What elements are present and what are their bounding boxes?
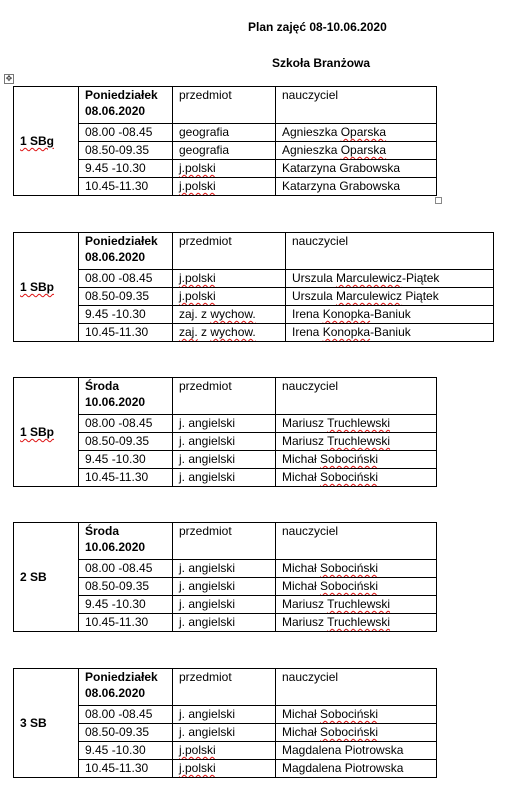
day-date-header: Środa 10.06.2020	[79, 378, 173, 415]
page-subtitle: Szkoła Branżowa	[272, 56, 371, 70]
table-header-row	[14, 233, 494, 270]
teacher-cell: Katarzyna Grabowska	[276, 178, 437, 196]
teacher-cell: Michał Sobociński	[276, 706, 437, 724]
subject-header: przedmiot	[173, 87, 276, 124]
schedule-table-1sbp-monday	[13, 232, 494, 342]
resize-handle-icon[interactable]	[435, 197, 442, 204]
subject-cell: j.polski	[173, 270, 286, 288]
subject-cell: zaj. z wychow.	[173, 306, 286, 324]
teacher-cell: Agnieszka Oparska	[276, 142, 437, 160]
schedule-table-1sbg	[13, 86, 437, 196]
subject-cell: j. angielski	[173, 415, 276, 433]
time-cell: 9.45 -10.30	[79, 160, 173, 178]
teacher-cell: Michał Sobociński	[276, 451, 437, 469]
subject-header: przedmiot	[173, 669, 276, 706]
subject-cell: geografia	[173, 142, 276, 160]
time-cell: 08.00 -08.45	[79, 270, 173, 288]
teacher-header: nauczyciel	[276, 523, 437, 560]
subject-header: przedmiot	[173, 378, 276, 415]
table-header-row	[14, 669, 437, 706]
teacher-cell: Michał Sobociński	[276, 469, 437, 487]
teacher-cell: Michał Sobociński	[276, 724, 437, 742]
teacher-cell: Michał Sobociński	[276, 560, 437, 578]
time-cell: 08.00 -08.45	[79, 415, 173, 433]
day-date-header: Poniedziałek 08.06.2020	[79, 669, 173, 706]
time-cell: 08.50-09.35	[79, 288, 173, 306]
table-row	[14, 306, 494, 324]
subject-cell: j. angielski	[173, 433, 276, 451]
teacher-cell: Urszula Marculewicz-Piątek	[286, 270, 494, 288]
teacher-cell: Urszula Marculewicz Piątek	[286, 288, 494, 306]
day-date-header: Środa 10.06.2020	[79, 523, 173, 560]
teacher-cell: Magdalena Piotrowska	[276, 742, 437, 760]
schedule-table-1sbp-wednesday	[13, 377, 437, 487]
schedule-table-2sb	[13, 522, 437, 632]
day-date-header: Poniedziałek 08.06.2020	[79, 233, 173, 270]
page-title: Plan zajęć 08-10.06.2020	[248, 20, 387, 34]
subject-cell: j. angielski	[173, 578, 276, 596]
subject-cell: j.polski	[173, 760, 276, 778]
teacher-cell: Michał Sobociński	[276, 578, 437, 596]
time-cell: 9.45 -10.30	[79, 306, 173, 324]
subject-cell: j. angielski	[173, 724, 276, 742]
time-cell: 08.00 -08.45	[79, 706, 173, 724]
teacher-cell: Katarzyna Grabowska	[276, 160, 437, 178]
time-cell: 9.45 -10.30	[79, 596, 173, 614]
move-arrows-icon[interactable]: ✥	[5, 74, 13, 83]
class-label: 1 SBp	[14, 378, 79, 487]
teacher-cell: Magdalena Piotrowska	[276, 760, 437, 778]
teacher-cell: Mariusz Truchlewski	[276, 415, 437, 433]
time-cell: 10.45-11.30	[79, 178, 173, 196]
table-row	[14, 270, 494, 288]
teacher-header: nauczyciel	[286, 233, 494, 270]
class-label: 1 SBg	[14, 87, 79, 196]
teacher-cell: Mariusz Truchlewski	[276, 614, 437, 632]
table-row	[14, 288, 494, 306]
table-header-row	[14, 523, 437, 560]
subject-cell: j.polski	[173, 742, 276, 760]
schedule-table-3sb	[13, 668, 437, 778]
time-cell: 08.50-09.35	[79, 142, 173, 160]
time-cell: 10.45-11.30	[79, 469, 173, 487]
time-cell: 08.50-09.35	[79, 578, 173, 596]
subject-cell: j. angielski	[173, 469, 276, 487]
teacher-cell: Irena Konopka-Baniuk	[286, 306, 494, 324]
teacher-cell: Agnieszka Oparska	[276, 124, 437, 142]
time-cell: 10.45-11.30	[79, 614, 173, 632]
time-cell: 10.45-11.30	[79, 324, 173, 342]
table-header-row	[14, 378, 437, 415]
subject-cell: j. angielski	[173, 614, 276, 632]
time-cell: 08.00 -08.45	[79, 124, 173, 142]
table-row	[14, 324, 494, 342]
class-label: 1 SBp	[14, 233, 79, 342]
time-cell: 9.45 -10.30	[79, 451, 173, 469]
time-cell: 08.50-09.35	[79, 724, 173, 742]
subject-cell: j.polski	[173, 288, 286, 306]
class-label: 2 SB	[14, 523, 79, 632]
subject-cell: zaj. z wychow.	[173, 324, 286, 342]
time-cell: 08.00 -08.45	[79, 560, 173, 578]
teacher-cell: Mariusz Truchlewski	[276, 433, 437, 451]
class-label: 3 SB	[14, 669, 79, 778]
subject-cell: j. angielski	[173, 706, 276, 724]
teacher-header: nauczyciel	[276, 669, 437, 706]
teacher-header: nauczyciel	[276, 378, 437, 415]
subject-header: przedmiot	[173, 233, 286, 270]
time-cell: 10.45-11.30	[79, 760, 173, 778]
subject-cell: j. angielski	[173, 596, 276, 614]
subject-cell: j. angielski	[173, 560, 276, 578]
teacher-header: nauczyciel	[276, 87, 437, 124]
subject-cell: geografia	[173, 124, 276, 142]
subject-cell: j. angielski	[173, 451, 276, 469]
teacher-cell: Irena Konopka-Baniuk	[286, 324, 494, 342]
time-cell: 08.50-09.35	[79, 433, 173, 451]
subject-cell: j.polski	[173, 160, 276, 178]
day-date-header: Poniedziałek 08.06.2020	[79, 87, 173, 124]
table-header-row	[14, 87, 437, 124]
time-cell: 9.45 -10.30	[79, 742, 173, 760]
subject-header: przedmiot	[173, 523, 276, 560]
subject-cell: j.polski	[173, 178, 276, 196]
teacher-cell: Mariusz Truchlewski	[276, 596, 437, 614]
